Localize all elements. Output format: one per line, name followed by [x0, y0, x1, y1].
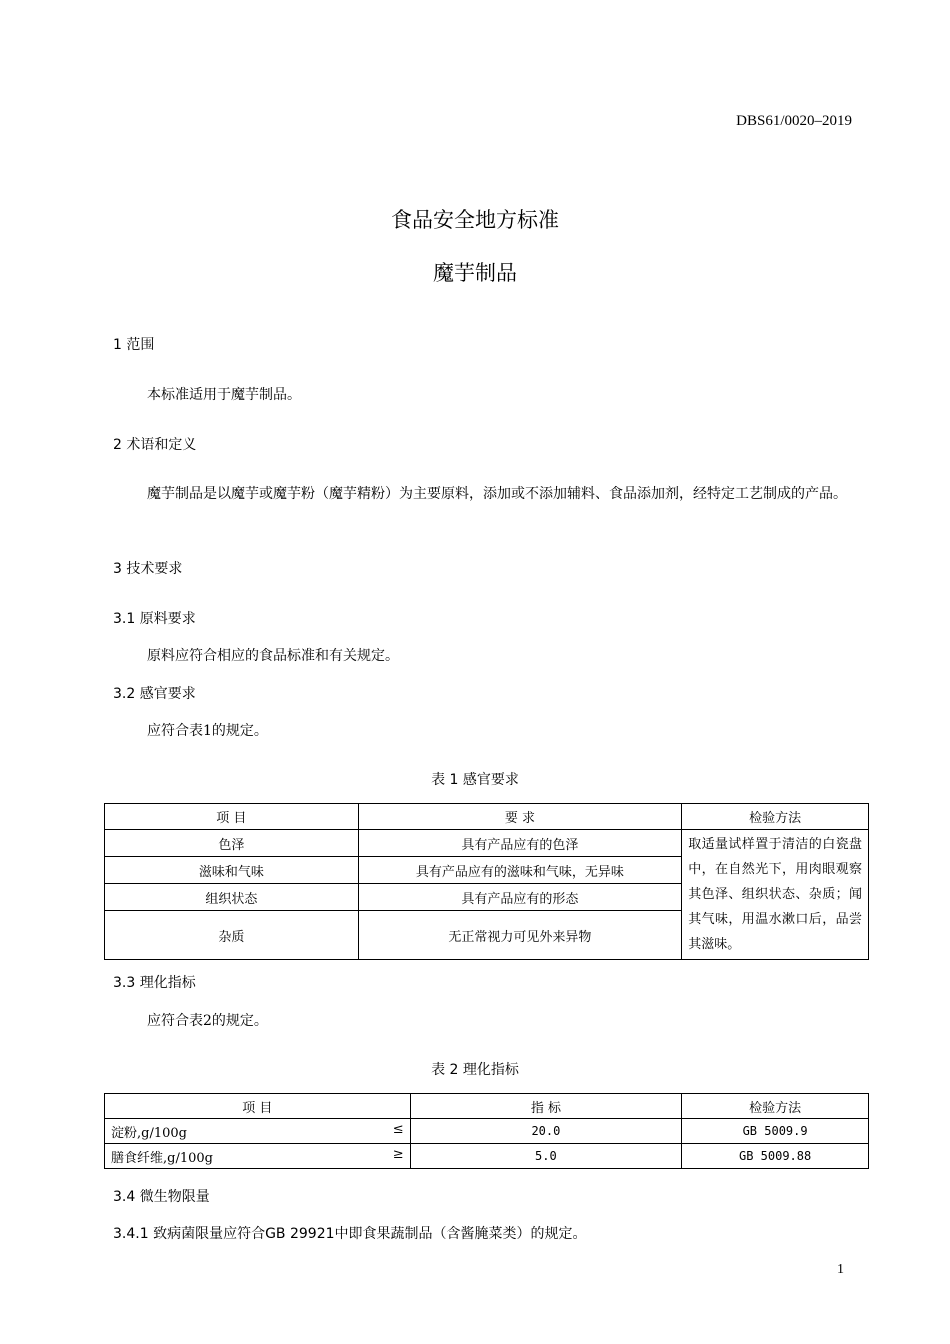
- item-label: 淀粉,g/100g: [111, 1125, 187, 1141]
- section-2-heading: 2 术语和定义: [113, 437, 197, 453]
- row-requirement: 具有产品应有的滋味和气味，无异味: [358, 857, 682, 884]
- inspection-method: 取适量试样置于清洁的白瓷盘中，在自然光下，用肉眼观察其色泽、组织状态、杂质；闻其气味，用温水漱口后，品尝其滋味。: [682, 830, 869, 960]
- row-requirement: 具有产品应有的形态: [358, 884, 682, 911]
- item-label: 膳食纤维,g/100g: [111, 1150, 213, 1166]
- page-number: 1: [837, 1262, 844, 1277]
- row-item: [105, 1119, 411, 1144]
- main-title: 食品安全地方标准: [391, 208, 559, 232]
- row-requirement: 具有产品应有的色泽: [358, 830, 682, 857]
- table-header-row: [105, 1094, 869, 1119]
- section-3-2-heading: 3.2 感官要求: [113, 686, 196, 702]
- section-3-4-heading: 3.4 微生物限量: [113, 1189, 210, 1205]
- sensory-table: [104, 803, 869, 960]
- document-code: DBS61/0020–2019: [736, 113, 852, 129]
- row-requirement: 无正常视力可见外来异物: [358, 911, 682, 960]
- row-item: [105, 1144, 411, 1169]
- header-item: 项 目: [105, 804, 359, 830]
- section-2-text: 魔芋制品是以魔芋或魔芋粉（魔芋精粉）为主要原料，添加或不添加辅料、食品添加剂，经特定工艺制成的产品。: [147, 486, 847, 502]
- sub-title: 魔芋制品: [433, 261, 517, 285]
- row-value: 5.0: [410, 1144, 682, 1169]
- table-row: [105, 1119, 869, 1144]
- comparison-symbol: ≥: [392, 1146, 404, 1162]
- section-1-text: 本标准适用于魔芋制品。: [147, 387, 301, 403]
- header-requirement: 要 求: [358, 804, 682, 830]
- row-item: 滋味和气味: [105, 857, 359, 884]
- row-item: 色泽: [105, 830, 359, 857]
- row-method: GB 5009.88: [682, 1144, 869, 1169]
- section-3-3-text: 应符合表2的规定。: [147, 1013, 268, 1029]
- table-row: [105, 830, 869, 857]
- comparison-symbol: ≤: [392, 1121, 404, 1137]
- header-method: 检验方法: [682, 804, 869, 830]
- row-item: 组织状态: [105, 884, 359, 911]
- section-3-1-heading: 3.1 原料要求: [113, 611, 196, 627]
- section-3-4-1-text: 3.4.1 致病菌限量应符合GB 29921中即食果蔬制品（含酱腌菜类）的规定。: [113, 1226, 587, 1242]
- row-item: 杂质: [105, 911, 359, 960]
- table-header-row: [105, 804, 869, 830]
- section-3-3-heading: 3.3 理化指标: [113, 975, 196, 991]
- physicochemical-table: [104, 1093, 869, 1169]
- header-indicator: 指 标: [410, 1094, 682, 1119]
- row-value: 20.0: [410, 1119, 682, 1144]
- section-3-1-text: 原料应符合相应的食品标准和有关规定。: [147, 648, 399, 664]
- header-item: 项 目: [105, 1094, 411, 1119]
- table-2-caption: 表 2 理化指标: [431, 1062, 519, 1078]
- header-method: 检验方法: [682, 1094, 869, 1119]
- row-method: GB 5009.9: [682, 1119, 869, 1144]
- section-3-heading: 3 技术要求: [113, 561, 183, 577]
- section-3-2-text: 应符合表1的规定。: [147, 723, 268, 739]
- table-row: [105, 1144, 869, 1169]
- section-1-heading: 1 范围: [113, 337, 155, 353]
- table-1-caption: 表 1 感官要求: [431, 772, 519, 788]
